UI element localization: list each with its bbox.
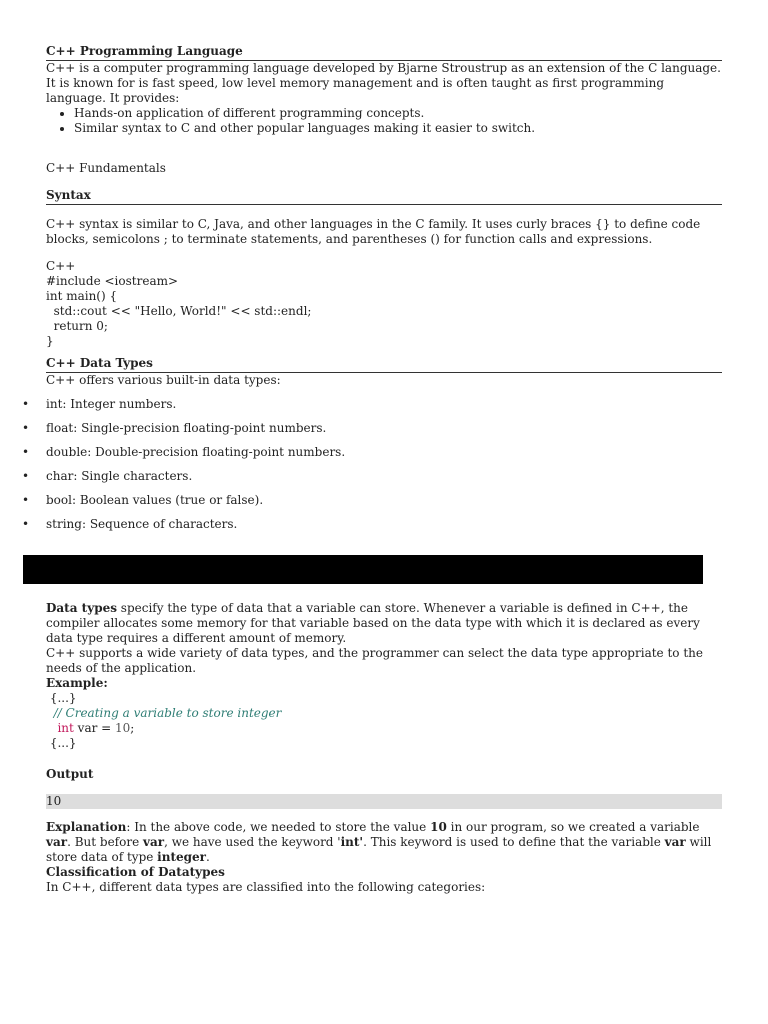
intro-paragraph: C++ is a computer programming language developed by Bjarne Stroustrup as an extension of the C language. It is known for is fast speed, low level memory management and is often taught as first programming language. It provides: [46,61,721,105]
code-line: {...} [46,736,77,750]
code-text: var = [73,721,116,735]
article-section [46,601,722,895]
datatypes-list [46,397,722,532]
list-item: • Similar syntax to C and other popular languages making it easier to switch. [74,121,722,136]
fundamentals-label: C++ Fundamentals [46,161,166,175]
code-line [46,721,722,736]
list-item: • double: Double-precision floating-point numbers. [46,445,722,460]
code-line: C++ [46,259,76,273]
datatypes-intro: C++ offers various built-in data types: [46,373,281,387]
code-line: } [46,334,54,348]
classification-heading: Classification of Datatypes [46,865,225,879]
code-line: return 0; [46,319,108,333]
intro-heading: C++ Programming Language [46,44,722,61]
classification-text: In C++, different data types are classified into the following categories: [46,880,486,894]
code-line: std::cout << "Hello, World!" << std::endl; [46,304,312,318]
explanation-paragraph: Explanation: In the above code, we needed to store the value 10 in our program, so we created a variable var. But before var, we have used the keyword 'int'. This keyword is used to define that the variable var will store data of type integer. [46,820,712,864]
list-item: • char: Single characters. [46,469,722,484]
paragraph-text: specify the type of data that a variable can store. Whenever a variable is defined in C++, the compiler allocates some memory for that variable based on the data type with which it is declared as every data type requires a different amount of memory. [46,601,700,645]
datatypes-heading: C++ Data Types [46,356,722,373]
code-line: {...} [46,691,77,705]
output-box [46,794,722,809]
code-sample [46,259,722,349]
code-line: int main() { [46,289,118,303]
code-number: 10 [115,721,131,735]
code-comment: // Creating a variable to store integer [53,706,282,720]
article-paragraph-2: C++ supports a wide variety of data types, and the programmer can select the data type appropriate to the needs of the application. [46,646,703,675]
code-line: #include <iostream> [46,274,179,288]
example-code [46,691,722,751]
list-item: • int: Integer numbers. [46,397,722,412]
intro-bullet-list [46,106,722,136]
code-keyword: int [57,721,74,735]
example-label: Example: [46,676,108,690]
article-paragraph-1 [46,601,722,646]
bold-term: Data types [46,601,117,615]
code-text: ; [130,721,135,735]
code-line [46,706,722,721]
syntax-heading: Syntax [46,188,722,205]
list-item: • Hands-on application of different programming concepts. [74,106,722,121]
list-item: • string: Sequence of characters. [46,517,722,532]
output-value: 10 [46,794,62,808]
black-banner [23,555,703,584]
list-item: • bool: Boolean values (true or false). [46,493,722,508]
document-page [46,44,722,541]
syntax-paragraph: C++ syntax is similar to C, Java, and other languages in the C family. It uses curly braces {} to define code blocks, semicolons ; to terminate statements, and parentheses () for function calls and expressions. [46,217,701,246]
output-label: Output [46,767,94,781]
list-item: • float: Single-precision floating-point numbers. [46,421,722,436]
